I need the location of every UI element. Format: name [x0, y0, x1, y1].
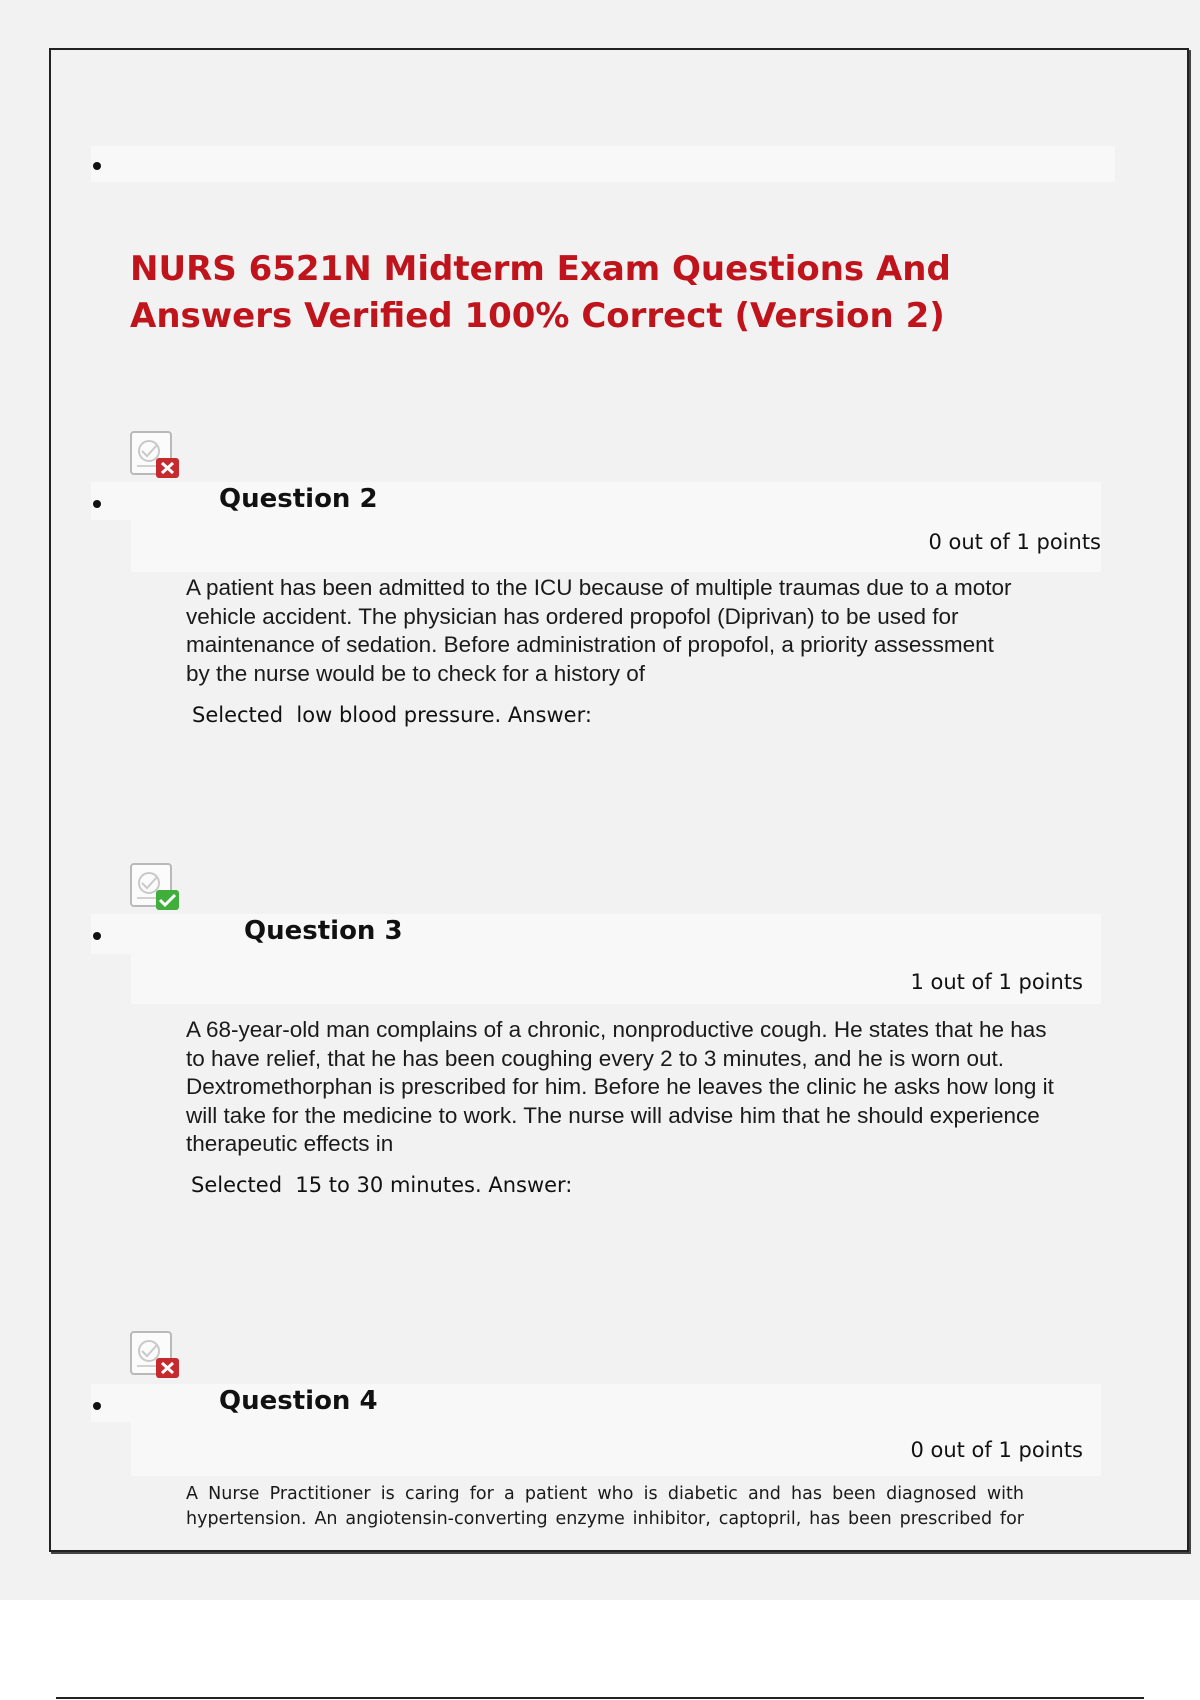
- question-heading: Question 3: [244, 916, 403, 946]
- incorrect-grade-icon: [129, 1330, 181, 1380]
- question-text: A patient has been admitted to the ICU because of multiple traumas due to a motor vehicle accident. The physician has ordered propofol (Diprivan) to be used for maintenance of sedation. Before administration of propofol, a priority assessment by the nurse would be to check for a history of: [186, 575, 1012, 686]
- answer-label: Selected: [191, 1173, 283, 1197]
- answer-value: low blood pressure.: [296, 703, 502, 727]
- document-page: [49, 48, 1189, 1552]
- question-text: A Nurse Practitioner is caring for a patient who is diabetic and has been diagnosed with hypertension. An angiotensin-converting enzyme inhibitor, captopril, has been prescribed for: [186, 1484, 1024, 1529]
- answer-value: 15 to 30 minutes.: [295, 1173, 482, 1197]
- question-points: 0 out of 1 points: [910, 1438, 1083, 1462]
- footer-rule: [56, 1697, 1144, 1699]
- incorrect-grade-icon: [129, 430, 181, 480]
- list-bullet: [93, 932, 101, 940]
- question-heading: Question 2: [219, 484, 378, 514]
- top-bullet-band: [91, 146, 1115, 182]
- answer-suffix: Answer:: [507, 703, 592, 727]
- list-bullet: [93, 1402, 101, 1410]
- page-bottom-margin: [0, 1600, 1200, 1700]
- answer-label: Selected: [192, 703, 284, 727]
- list-bullet: [93, 162, 101, 170]
- document-title: NURS 6521N Midterm Exam Questions And Answers Verified 100% Correct (Version 2): [130, 249, 951, 336]
- answer-suffix: Answer:: [488, 1173, 573, 1197]
- question-header-band: [91, 914, 1101, 954]
- list-bullet: [93, 500, 101, 508]
- selected-answer-line: [191, 1173, 572, 1197]
- correct-grade-icon: [129, 862, 181, 912]
- question-points: 1 out of 1 points: [910, 970, 1083, 994]
- question-heading: Question 4: [219, 1386, 378, 1416]
- question-points: 0 out of 1 points: [928, 530, 1101, 554]
- question-text: A 68-year-old man complains of a chronic, nonproductive cough. He states that he has to have relief, that he has been coughing every 2 to 3 minutes, and he is worn out. Dextromethorphan is prescribed for him. Before he leaves the clinic he asks how long it will take for the medicine to work. The nurse will advise him that he should experience therapeutic effects in: [186, 1017, 1054, 1156]
- selected-answer-line: [192, 703, 592, 727]
